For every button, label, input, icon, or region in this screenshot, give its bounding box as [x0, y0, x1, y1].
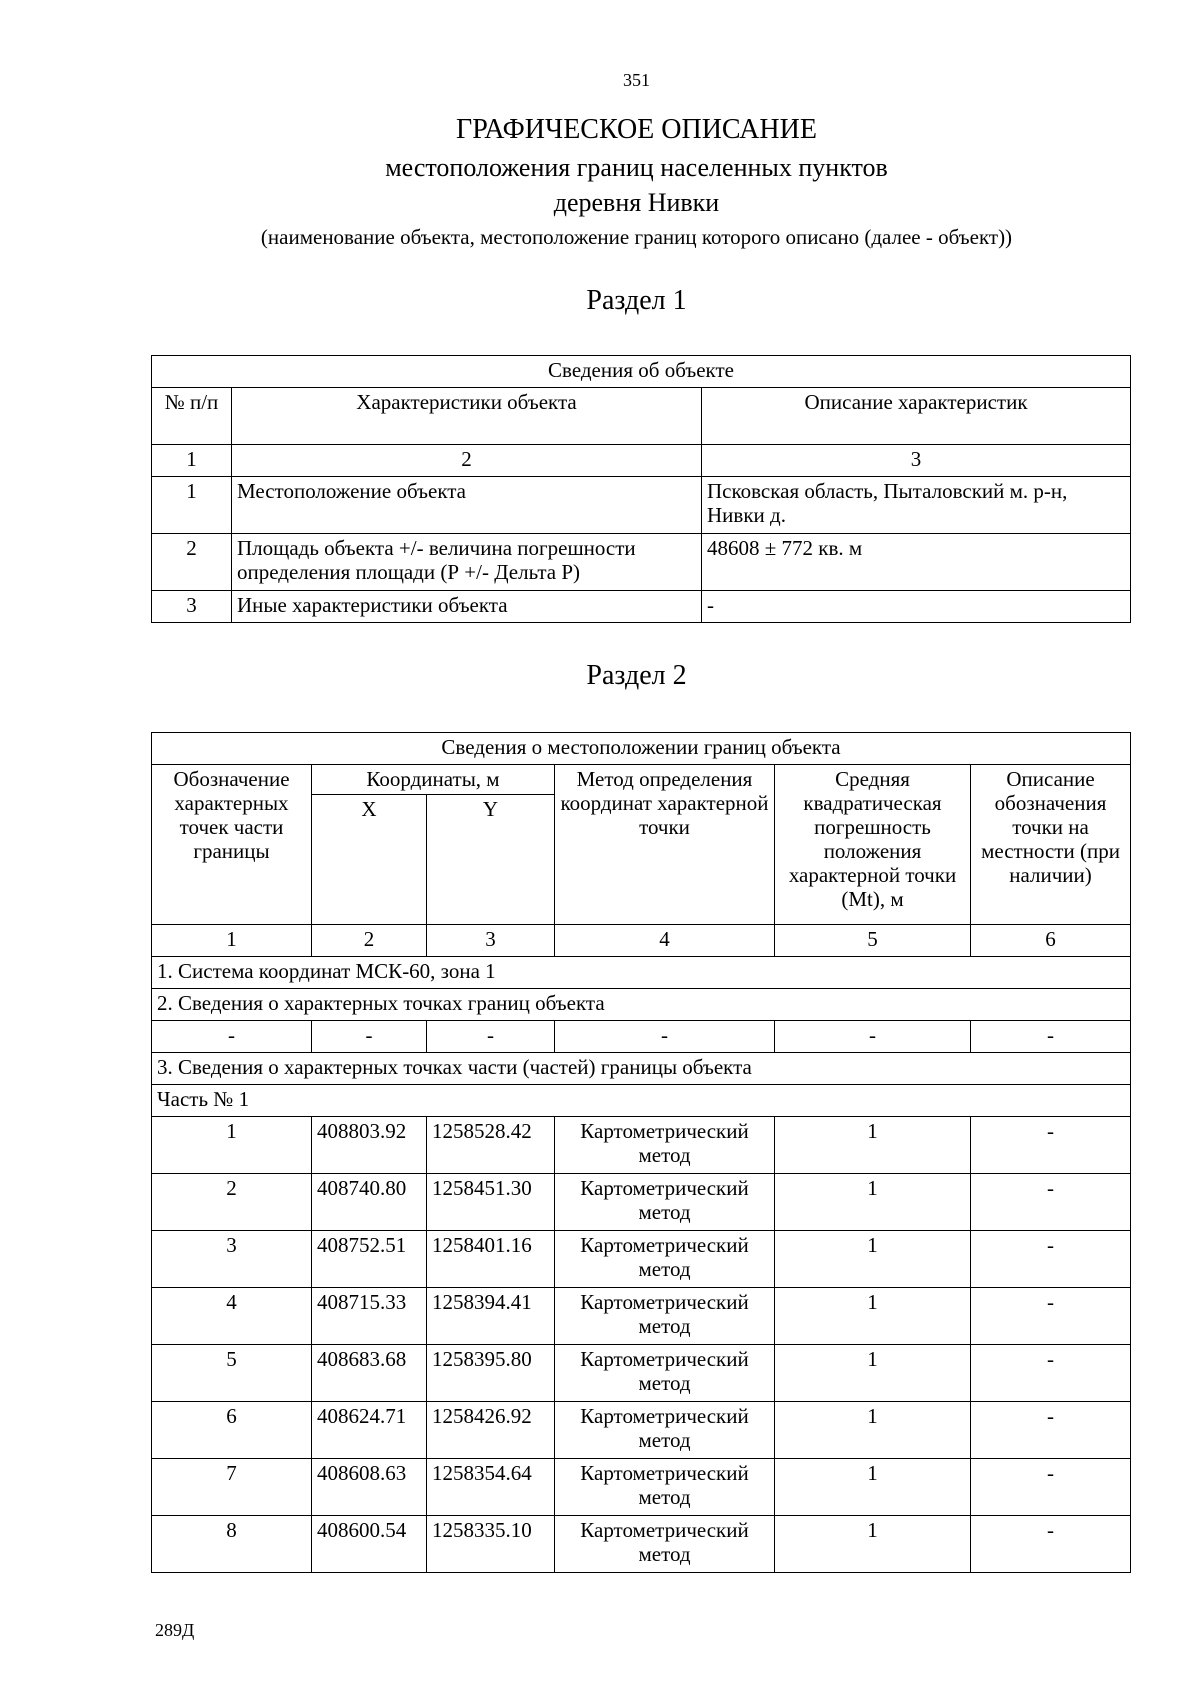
cell: -	[555, 1021, 775, 1053]
section-2-heading: Раздел 2	[586, 660, 687, 691]
cell: 408752.51	[312, 1231, 427, 1288]
cell: -	[427, 1021, 555, 1053]
cell: Картометрический метод	[555, 1516, 775, 1573]
cell: -	[971, 1516, 1131, 1573]
cell: Картометрический метод	[555, 1117, 775, 1174]
header-coordinates: Координаты, м	[312, 765, 555, 795]
cell: -	[971, 1459, 1131, 1516]
header-method: Метод определения координат характерной точки	[555, 765, 775, 925]
header-designation: Обозначение характерных точек части границы	[152, 765, 312, 925]
cell: 3	[152, 1231, 312, 1288]
cell: 1	[775, 1402, 971, 1459]
cell: 1	[775, 1345, 971, 1402]
settlement-name: деревня Нивки	[553, 188, 720, 217]
header-y: Y	[427, 795, 555, 925]
cell: 1258401.16	[427, 1231, 555, 1288]
table-row	[152, 1345, 1131, 1402]
cell: Местоположение объекта	[232, 477, 702, 534]
table-row	[152, 1117, 1131, 1174]
document-subtitle: местоположения границ населенных пунктов	[385, 153, 888, 182]
cell: 3	[152, 591, 232, 623]
cell: 408715.33	[312, 1288, 427, 1345]
table-row	[152, 1288, 1131, 1345]
cell: 408600.54	[312, 1516, 427, 1573]
cell: 408683.68	[312, 1345, 427, 1402]
column-number: 2	[232, 445, 702, 477]
footer-code: 289Д	[155, 1620, 195, 1640]
table-row	[152, 1516, 1131, 1573]
cell: Картометрический метод	[555, 1345, 775, 1402]
cell: 5	[152, 1345, 312, 1402]
header-x: X	[312, 795, 427, 925]
cell: -	[971, 1345, 1131, 1402]
header-cell: Описание характеристик	[702, 388, 1131, 445]
cell: -	[971, 1174, 1131, 1231]
cell: -	[971, 1402, 1131, 1459]
cell: Псковская область, Пыталовский м. р-н, Нивки д.	[702, 477, 1131, 534]
table-title: Сведения о местоположении границ объекта	[152, 733, 1131, 765]
column-number: 4	[555, 925, 775, 957]
cell: 7	[152, 1459, 312, 1516]
cell: -	[775, 1021, 971, 1053]
cell: 408608.63	[312, 1459, 427, 1516]
cell: -	[312, 1021, 427, 1053]
column-number: 5	[775, 925, 971, 957]
table-row	[152, 1174, 1131, 1231]
cell: 1	[775, 1459, 971, 1516]
column-number: 3	[702, 445, 1131, 477]
header-error: Средняя квадратическая погрешность положения характерной точки (Mt), м	[775, 765, 971, 925]
cell: Картометрический метод	[555, 1288, 775, 1345]
column-number: 2	[312, 925, 427, 957]
cell: 2	[152, 1174, 312, 1231]
table-row	[152, 1402, 1131, 1459]
header-cell: № п/п	[152, 388, 232, 445]
cell: 4	[152, 1288, 312, 1345]
coordinate-system: 1. Система координат МСК-60, зона 1	[152, 957, 1131, 989]
object-note: (наименование объекта, местоположение границ которого описано (далее - объект))	[260, 225, 1013, 249]
cell: Картометрический метод	[555, 1174, 775, 1231]
document-title: ГРАФИЧЕСКОЕ ОПИСАНИЕ	[456, 114, 817, 145]
cell: -	[971, 1231, 1131, 1288]
cell: 1	[775, 1174, 971, 1231]
cell: 1258528.42	[427, 1117, 555, 1174]
cell: -	[702, 591, 1131, 623]
cell: 8	[152, 1516, 312, 1573]
column-number: 3	[427, 925, 555, 957]
part-label: Часть № 1	[152, 1085, 1131, 1117]
column-number: 1	[152, 445, 232, 477]
boundary-points-table	[151, 732, 1131, 1573]
cell: 1258335.10	[427, 1516, 555, 1573]
cell: 1	[775, 1288, 971, 1345]
points-heading: 2. Сведения о характерных точках границ объекта	[152, 989, 1131, 1021]
cell: Площадь объекта +/- величина погрешности определения площади (Р +/- Дельта Р)	[232, 534, 702, 591]
cell: -	[152, 1021, 312, 1053]
header-description: Описание обозначения точки на местности (при наличии)	[971, 765, 1131, 925]
cell: 1258394.41	[427, 1288, 555, 1345]
cell: 1	[775, 1231, 971, 1288]
cell: 1	[152, 1117, 312, 1174]
cell: 48608 ± 772 кв. м	[702, 534, 1131, 591]
cell: Картометрический метод	[555, 1459, 775, 1516]
cell: 2	[152, 534, 232, 591]
cell: 408624.71	[312, 1402, 427, 1459]
table-row	[152, 477, 1131, 534]
cell: 1	[775, 1516, 971, 1573]
table-row	[152, 534, 1131, 591]
table-row	[152, 1021, 1131, 1053]
cell: 1258354.64	[427, 1459, 555, 1516]
section-1-heading: Раздел 1	[586, 285, 687, 316]
cell: Картометрический метод	[555, 1402, 775, 1459]
cell: 408740.80	[312, 1174, 427, 1231]
table-row	[152, 1459, 1131, 1516]
column-number: 1	[152, 925, 312, 957]
cell: -	[971, 1117, 1131, 1174]
table-row	[152, 591, 1131, 623]
cell: -	[971, 1021, 1131, 1053]
cell: 6	[152, 1402, 312, 1459]
table-row	[152, 1231, 1131, 1288]
cell: 1258451.30	[427, 1174, 555, 1231]
cell: Иные характеристики объекта	[232, 591, 702, 623]
parts-heading: 3. Сведения о характерных точках части (частей) границы объекта	[152, 1053, 1131, 1085]
cell: 1258426.92	[427, 1402, 555, 1459]
cell: 1	[152, 477, 232, 534]
object-info-table	[151, 355, 1131, 623]
header-cell: Характеристики объекта	[232, 388, 702, 445]
page-number: 351	[623, 70, 650, 90]
cell: 1	[775, 1117, 971, 1174]
cell: 408803.92	[312, 1117, 427, 1174]
column-number: 6	[971, 925, 1131, 957]
table-title: Сведения об объекте	[152, 356, 1131, 388]
cell: -	[971, 1288, 1131, 1345]
cell: Картометрический метод	[555, 1231, 775, 1288]
cell: 1258395.80	[427, 1345, 555, 1402]
